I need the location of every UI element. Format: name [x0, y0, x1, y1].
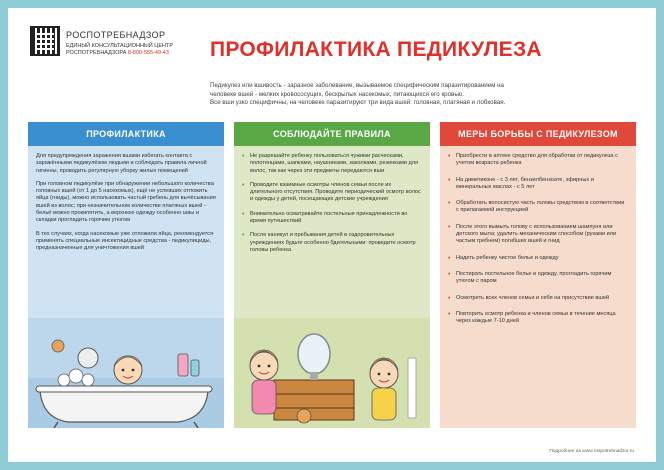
column-bullet: • Повторить осмотр ребенка и членов семьи в течение месяца через каждые 7-10 дней	[448, 311, 628, 326]
org-phone: 8-800-555-49-43	[127, 50, 169, 56]
column-bullet: • Постирать постельное белье и одежду, прогладить горячим утюгом с паром	[448, 271, 628, 286]
column-heading: СОБЛЮДАЙТЕ ПРАВИЛА	[234, 122, 430, 146]
footer-link-text: Подробнее на www.rospotrebnadzor.ru	[549, 449, 634, 454]
org-line2: РОСПОТРЕБНАДЗОРА	[66, 50, 127, 56]
column-body	[28, 146, 224, 266]
column-paragraph: В тех случаях, когда насекомые уже отложили яйца, рекомендуется применять специальные инсектицидные средства - педикулициды, предназначенные для уничтожения вшей	[36, 230, 214, 252]
column-bullet: • Осмотреть всех членов семьи и себя на присутствие вшей	[448, 295, 628, 302]
dresser-illustration	[234, 318, 430, 428]
column-paragraph: При головном педикулёзе при обнаружении небольшого количества головных вшей (от 1 до 5 насекомых), ещё не успевших отложить яйца (гниды), можно использовать частый гребень для вычёсывания вшей из волос; при незначительном количестве платяных вшей - бельё можно прокипятить, а верхнюю одежду особенно швы и складки прогладить горячим утюгом	[36, 180, 216, 224]
column-prevention	[28, 122, 224, 428]
intro-line: Педикулез или вшивость - заразное заболевание, вызываемое специфическим паразитированием на	[210, 82, 504, 89]
column-paragraph: Для предупреждения заражения вшами избегать контакта с заражёнными педикулёзом людьми и соблюдать правила личной гигиены, проводить регулярную уборку жилых помещений	[36, 153, 207, 174]
column-body	[234, 146, 430, 268]
column-heading: МЕРЫ БОРЬБЫ С ПЕДИКУЛЕЗОМ	[440, 122, 636, 146]
column-bullet: • Надеть ребенку чистое белье и одежду	[448, 255, 628, 262]
column-bullet: • Проводите взаимные осмотры членов семьи после их длительного отсутствия. Проводите периодический осмотр волос и одежды у детей, посещающих детские учреждения	[242, 182, 422, 204]
column-rules	[234, 122, 430, 428]
column-bullet: • После каникул и пребывания детей в оздоровительных учреждениях будьте особенно бдительными: проведите осмотр головы ребенка	[242, 232, 422, 254]
qr-code	[30, 26, 60, 56]
column-heading: ПРОФИЛАКТИКА	[28, 122, 224, 146]
column-bullet: • На диметиконе - с 3 лет, бензилбензоате, эфирных и минеральных маслах - с 5 лет	[448, 177, 628, 192]
intro-line: Все вши узко специфичны, на человеке паразитируют три вида вшей: головная, платяная и лобковая.	[210, 99, 506, 106]
org-name: РОСПОТРЕБНАДЗОР	[66, 30, 166, 40]
poster	[8, 8, 656, 462]
column-bullet: • Не разрешайте ребенку пользоваться чужими расческами, полотенцами, шапками, наушниками, заколками, резинками для волос, так как через эти предметы передаются вши	[242, 153, 422, 175]
intro-text	[210, 82, 630, 108]
column-bullet: • Внимательно осматривайте постельные принадлежности во время путешествий	[242, 211, 422, 226]
org-line1: ЕДИНЫЙ КОНСУЛЬТАЦИОННЫЙ ЦЕНТР	[66, 43, 174, 49]
org-line2-row	[66, 50, 226, 57]
column-bullet: • Обработать волосистую часть головы средством в соответствии с прилагаемой инструкцией	[448, 200, 628, 215]
column-bullet: • После этого вымыть голову с использованием шампуня или детского мыла; удалить механическим способом (руками или частым гребнем) погибших вшей и гнид	[448, 224, 628, 246]
org-subtitle	[66, 43, 226, 57]
intro-line: человеке вшей - мелких кровососущих, бескрылых насекомых, питающихся его кровью.	[210, 90, 464, 98]
column-body	[440, 146, 636, 341]
org-header	[30, 26, 210, 86]
column-bullet: • Приобрести в аптеке средство для обработки от педикулеза с учетом возраста ребенка	[448, 153, 628, 168]
column-control-measures	[440, 122, 636, 428]
bath-illustration	[28, 318, 224, 428]
page-title: ПРОФИЛАКТИКА ПЕДИКУЛЕЗА	[210, 38, 542, 61]
